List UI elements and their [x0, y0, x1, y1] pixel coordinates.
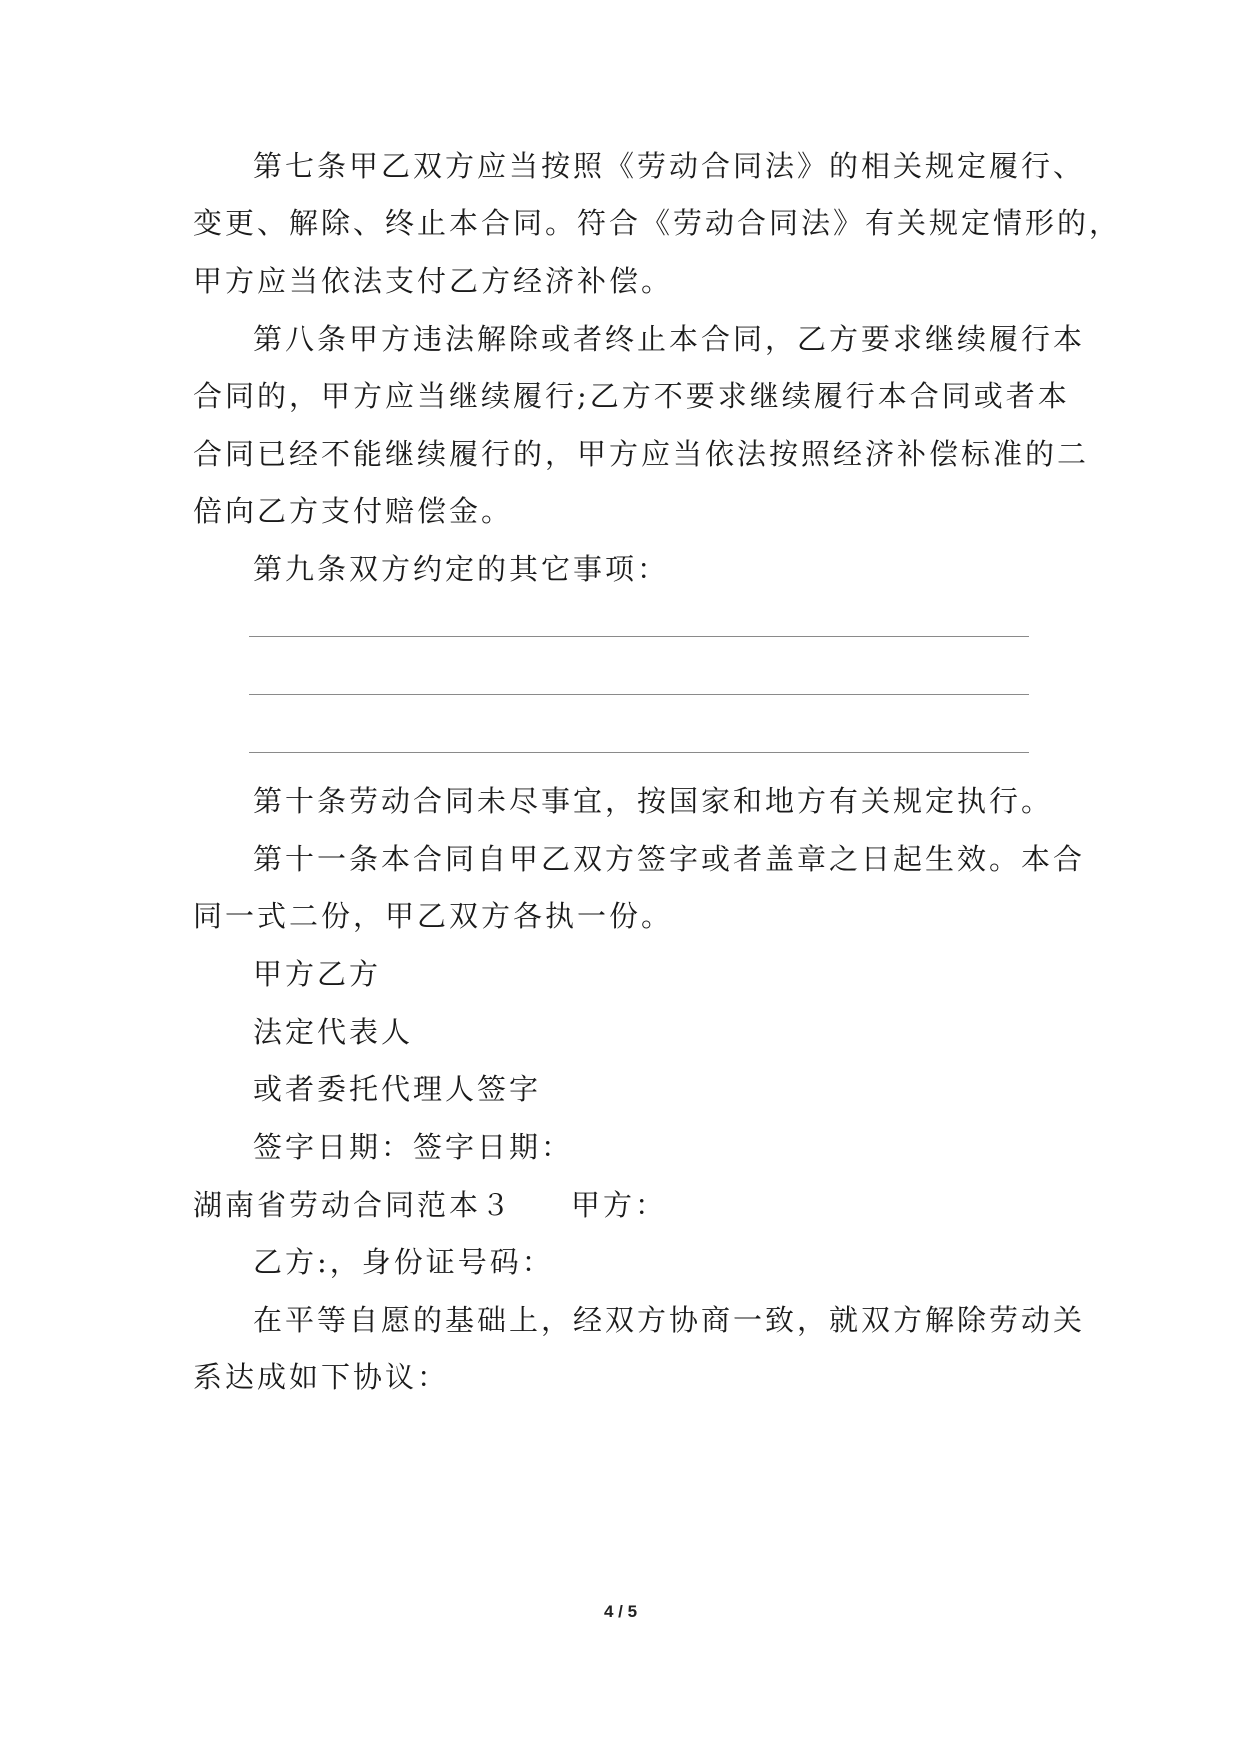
article-8-line-1: 第八条甲方违法解除或者终止本合同，乙方要求继续履行本 [253, 322, 1086, 356]
page-number: 4 / 5 [603, 1602, 638, 1621]
article-10: 第十条劳动合同未尽事宜，按国家和地方有关规定执行。 [253, 784, 1054, 818]
article-11-line-2: 同一式二份，甲乙双方各执一份。 [193, 899, 674, 933]
article-8-line-3: 合同已经不能继续履行的，甲方应当依法按照经济补偿标准的二 [193, 437, 1090, 471]
article-7-line-2: 变更、解除、终止本合同。符合《劳动合同法》有关规定情形的， [193, 206, 1122, 240]
article-11-line-1: 第十一条本合同自甲乙双方签字或者盖章之日起生效。本合 [253, 842, 1086, 876]
agreement-line-2: 系达成如下协议： [193, 1360, 450, 1394]
blank-fill-line-2 [249, 694, 1029, 695]
next-contract-title: 湖南省劳动合同范本３ [193, 1188, 514, 1222]
article-7-line-3: 甲方应当依法支付乙方经济补偿。 [193, 264, 674, 298]
blank-fill-line-3 [249, 752, 1029, 753]
party-b-id-line: 乙方:，身份证号码： [253, 1245, 554, 1279]
article-9: 第九条双方约定的其它事项： [253, 552, 670, 586]
article-8-line-2: 合同的，甲方应当继续履行;乙方不要求继续履行本合同或者本 [193, 379, 1070, 413]
signature-agent: 或者委托代理人签字 [253, 1072, 542, 1106]
signature-dates: 签字日期：签字日期： [253, 1130, 574, 1164]
next-contract-party-a: 甲方： [571, 1188, 668, 1222]
blank-fill-line-1 [249, 636, 1029, 637]
agreement-line-1: 在平等自愿的基础上，经双方协商一致，就双方解除劳动关 [253, 1303, 1086, 1337]
article-8-line-4: 倍向乙方支付赔偿金。 [193, 494, 514, 528]
next-contract-heading [193, 1185, 667, 1225]
signature-parties: 甲方乙方 [253, 957, 382, 991]
signature-legal-rep: 法定代表人 [253, 1015, 414, 1049]
article-7-line-1: 第七条甲乙双方应当按照《劳动合同法》的相关规定履行、 [253, 149, 1086, 183]
